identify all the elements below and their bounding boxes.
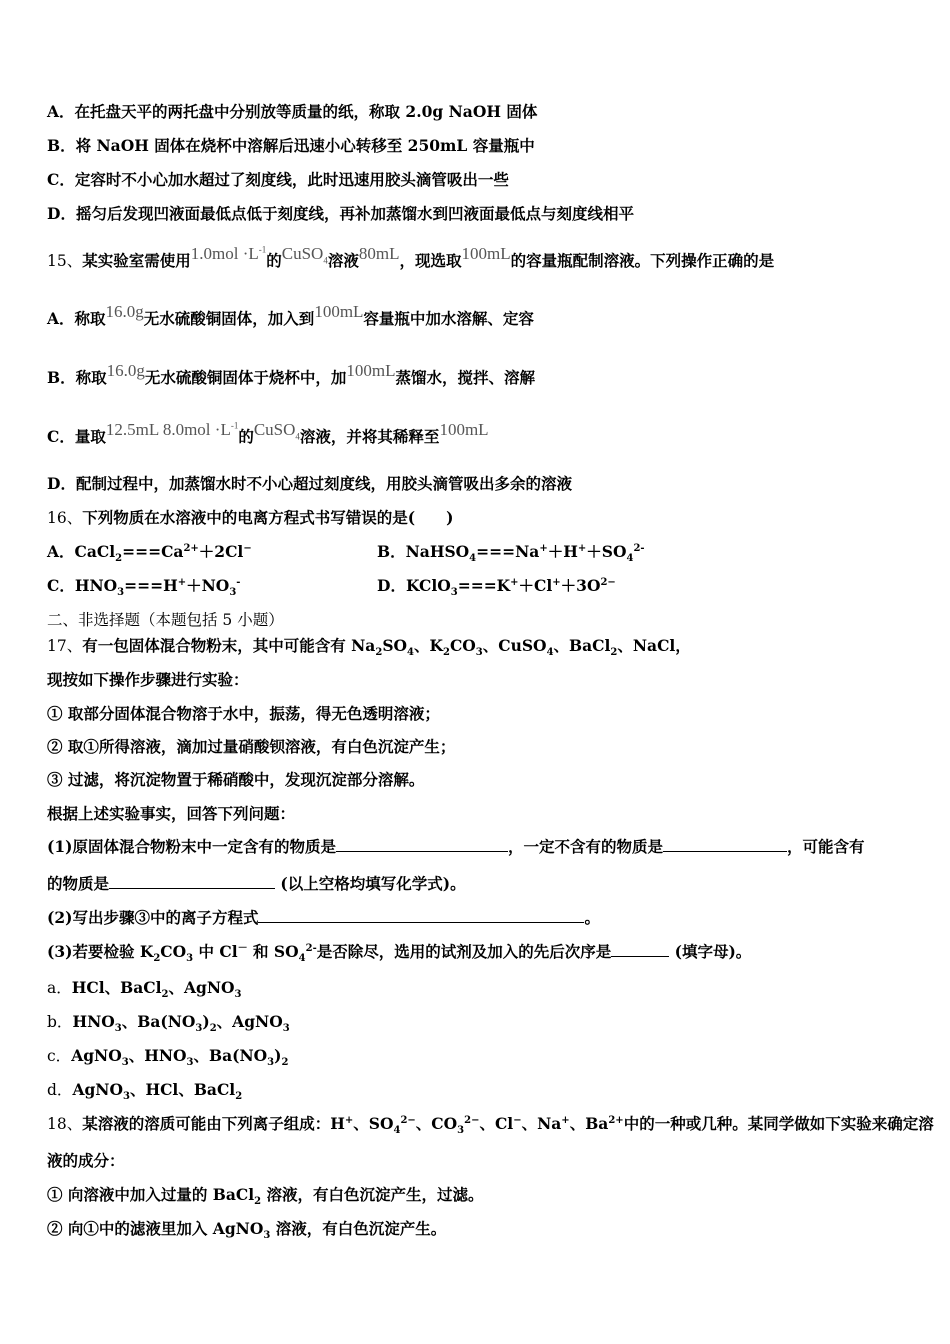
q17-part-2: (2)写出步骤③中的离子方程式 。 [47,908,600,927]
q16-stem: 16、下列物质在水溶液中的电离方程式书写错误的是( ) [47,508,454,527]
q15-option-a: A．称取16.0g无水硫酸铜固体，加入到100mL容量瓶中加水溶解、定容 [47,302,534,328]
q17-question-intro: 根据上述实验事实，回答下列问题： [47,804,296,823]
q17-step-2: ② 取①所得溶液，滴加过量硝酸钡溶液，有白色沉淀产生； [47,737,456,756]
q17-part-3: (3)若要检验 $K_2CO_3$ 中 Cl－ 和 $SO_4^{2-}$是否除尽，选用的试剂及加入的先后次序是 (填字母)。 [47,942,752,965]
section-heading: 二、非选择题（本题包括 5 小题） [47,611,284,629]
q18-stem-cont: 液的成分： [47,1151,125,1170]
q17-choice-d: d．AgNO$_3$、HCl、BaCl$_2$ [47,1080,243,1103]
q17-part-1: (1)原固体混合物粉末中一定含有的物质是 ，一定不含有的物质是 ，可能含有 [47,837,865,856]
q15-option-c: C．量取12.5mL $8.0mol \cdot L^{-1}$的CuSO$_4$溶液，并将其稀释至100mL [47,420,489,446]
answer-blank[interactable] [258,908,584,923]
answer-blank[interactable] [663,837,787,852]
q16-option-a: A．$CaCl_2===Ca^{2+}+2Cl^-$ [47,542,252,565]
q18-step-2: ② 向①中的滤液里加入 AgNO$_3$ 溶液，有白色沉淀产生。 [47,1219,447,1242]
q17-choice-a: a．HCl、BaCl$_2$、AgNO$_3$ [47,978,242,1001]
q14-option-d: D．摇匀后发现凹液面最低点低于刻度线，再补加蒸馏水到凹液面最低点与刻度线相平 [47,204,634,223]
q16-option-b: B．$NaHSO_4===Na^++H^++SO_4^{2-}$ [377,542,645,565]
q18-step-1: ① 向溶液中加入过量的 BaCl$_2$ 溶液，有白色沉淀产生，过滤。 [47,1185,484,1208]
answer-blank[interactable] [611,942,669,957]
q17-intro-line: 现按如下操作步骤进行实验： [47,670,249,689]
q15-option-b: B．称取16.0g无水硫酸铜固体于烧杯中，加100mL蒸馏水，搅拌、溶解 [47,361,536,387]
q17-choice-c: c．AgNO$_3$、$HNO_3$、$Ba(NO_3)_2$ [47,1046,289,1069]
q15-option-d: D．配制过程中，加蒸馏水时不小心超过刻度线，用胶头滴管吸出多余的溶液 [47,474,572,493]
q14-option-a: A．在托盘天平的两托盘中分别放等质量的纸，称取 2.0g NaOH 固体 [47,102,538,121]
answer-blank[interactable] [109,874,275,889]
q17-step-1: ① 取部分固体混合物溶于水中，振荡，得无色透明溶液； [47,704,440,723]
q16-option-c: C．$HNO_3===H^++NO_3^-$ [47,576,241,599]
q17-choice-b: b．$HNO_3$、$Ba(NO_3)_2$、AgNO$_3$ [47,1012,290,1035]
q14-option-c: C．定容时不小心加水超过了刻度线，此时迅速用胶头滴管吸出一些 [47,170,509,189]
q16-option-d: D．$KClO_3===K^++Cl^++3O^{2-}$ [377,576,616,599]
q15-stem: 15、某实验室需使用$1.0mol \cdot L^{-1}$的CuSO$_4$溶液80mL，现选取100mL的容量瓶配制溶液。下列操作正确的是 [47,244,775,270]
q14-option-b: B．将 NaOH 固体在烧杯中溶解后迅速小心转移至 250mL 容量瓶中 [47,136,535,155]
q17-stem: 17、有一包固体混合物粉末，其中可能含有 $Na_2SO_4$、$K_2CO_3$、CuSO$_4$、BaCl$_2$、NaCl， [47,636,691,659]
q17-part-1-cont: 的物质是 (以上空格均填写化学式)。 [47,874,466,893]
q18-stem: 18、某溶液的溶质可能由下列离子组成：H+、$SO_4^{2-}$、$CO_3^{2-}$、Cl−、Na+、$Ba^{2+}$中的一种或几种。某同学做如下实验来确定溶 [47,1114,934,1137]
answer-blank[interactable] [336,837,508,852]
q17-step-3: ③ 过滤，将沉淀物置于稀硝酸中，发现沉淀部分溶解。 [47,770,425,789]
